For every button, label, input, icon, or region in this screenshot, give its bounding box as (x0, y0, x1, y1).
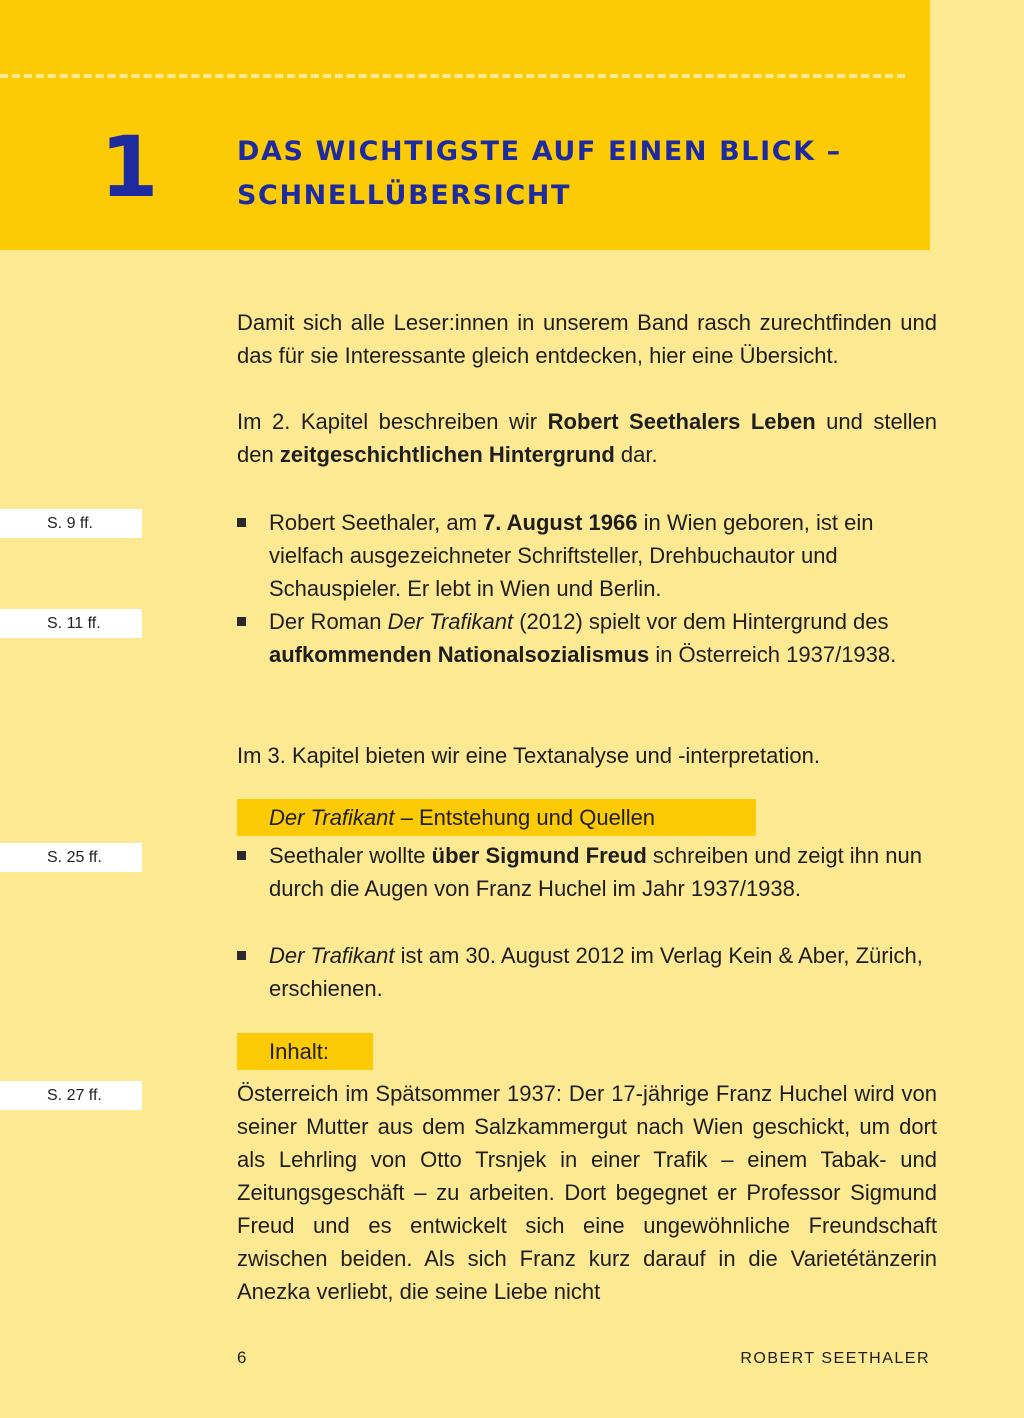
page-number: 6 (237, 1348, 247, 1367)
chapter-header (0, 0, 930, 250)
chapter-title (237, 130, 917, 218)
bullet-icon (237, 518, 246, 527)
dashed-divider (0, 74, 905, 78)
chapter-title-line-1: DAS WICHTIGSTE AUF EINEN BLICK – (237, 136, 842, 167)
list-item: Der Trafikant ist am 30. August 2012 im Verlag Kein & Aber, Zürich, erschienen. (237, 939, 937, 1005)
content-paragraph: Österreich im Spätsommer 1937: Der 17-jährige Franz Huchel wird von seiner Mutter aus dem Salzkammergut nach Wien geschickt, um dort als Lehrling von Otto Trsnjek in einer Trafik – einem Tabak- und Zeitungsgeschäft – zu arbeiten. Dort begegnet er Professor Sigmund Freud und es entwickelt sich eine ungewöhnliche Freundschaft zwischen beiden. Als sich Franz kurz darauf in die Varietétänzerin Anezka verliebt, die seine Liebe nicht (237, 1081, 937, 1304)
chapter-number: 1 (100, 118, 159, 216)
bullet-icon (237, 617, 246, 626)
margin-ref-1: S. 9 ff. (0, 509, 142, 538)
bullet-icon (237, 851, 246, 860)
section-heading-content: Inhalt: (237, 1033, 373, 1070)
chapter-title-line-2: SCHNELLÜBERSICHT (237, 180, 572, 211)
margin-ref-3: S. 25 ff. (0, 843, 142, 872)
list-item: Robert Seethaler, am 7. August 1966 in Wien geboren, ist ein vielfach ausgezeichneter Schriftsteller, Drehbuchautor und Schauspieler. Er lebt in Wien und Berlin. (237, 506, 937, 605)
list-item: Der Roman Der Trafikant (2012) spielt vor dem Hintergrund des aufkommenden Nationalsozialismus in Österreich 1937/1938. (237, 605, 937, 671)
running-footer-title: ROBERT SEETHALER (740, 1350, 930, 1367)
chapter-3-paragraph: Im 3. Kapitel bieten wir eine Textanalyse und -interpretation. (237, 743, 820, 768)
margin-ref-4: S. 27 ff. (0, 1081, 142, 1110)
chapter-2-paragraph: Im 2. Kapitel beschreiben wir Robert Seethalers Leben und stellen den zeitgeschichtlichen Hintergrund dar. (237, 409, 938, 467)
bullet-icon (237, 951, 246, 960)
list-item: Seethaler wollte über Sigmund Freud schreiben und zeigt ihn nun durch die Augen von Franz Huchel im Jahr 1937/1938. (237, 839, 937, 905)
section-heading-origins: Der Trafikant – Entstehung und Quellen (237, 799, 756, 836)
margin-ref-2: S. 11 ff. (0, 609, 142, 638)
intro-paragraph: Damit sich alle Leser:innen in unserem Band rasch zurechtfinden und das für sie Interessante gleich entdecken, hier eine Übersicht. (237, 310, 937, 368)
